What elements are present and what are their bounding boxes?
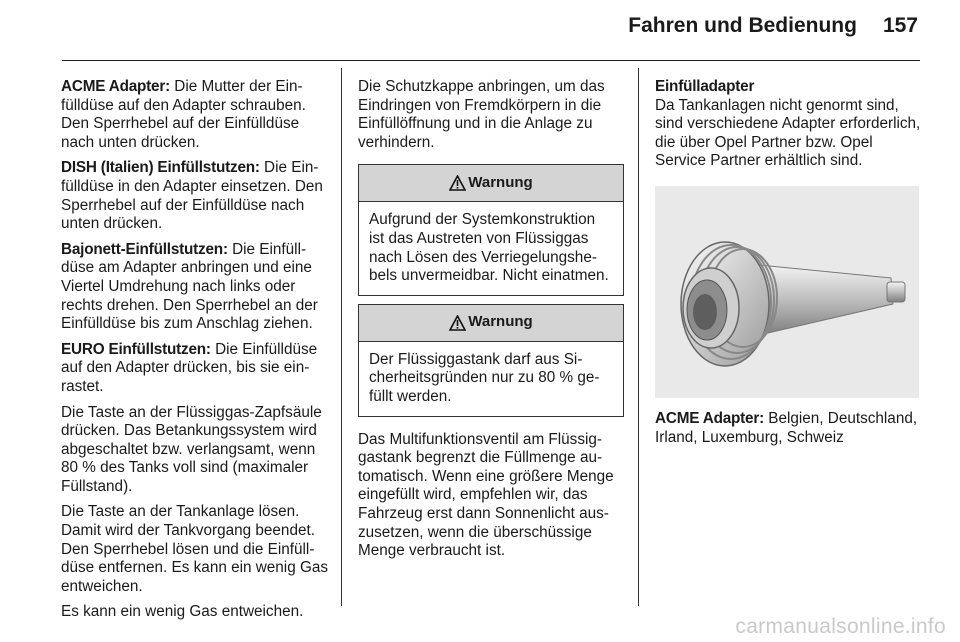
paragraph-bajonett <box>61 241 333 334</box>
paragraph-schutzkappe: Die Schutzkappe anbringen, um das Eindringen von Fremdkörpern in die Einfüllöffnung und in die Anlage zu verhindern. <box>358 78 605 151</box>
term-euro: EURO Einfüllstutzen: <box>61 340 211 358</box>
warning-header-2 <box>359 305 623 342</box>
adapter-illustration <box>655 186 919 398</box>
paragraph-taste: Die Taste an der Flüssiggas-Zapfsäule drücken. Das Betankungssystem wird abgeschaltet bzw. verlangsamt, wenn 80 % des Tanks voll sind (maximaler Füllstand). <box>61 403 322 495</box>
column-right <box>655 78 923 454</box>
acme-adapter-image <box>655 186 919 398</box>
warning-triangle-icon <box>449 315 466 331</box>
header-rule <box>62 60 920 61</box>
term-dish: DISH (Italien) Einfüllstutzen: <box>61 159 260 177</box>
warning-box-2 <box>358 304 624 417</box>
paragraph-loesen: Die Taste an der Tankanlage lösen. Damit wird der Tankvorgang beendet. Den Sperrhebel lösen und die Einfülldüse entfernen. Es kann ein wenig Gas entweichen. <box>61 503 329 595</box>
page-number: 157 <box>882 14 918 37</box>
warning-header-1 <box>359 165 623 202</box>
text-dish: Die Einfülldüse in den Adapter einsetzen. Den Sperrhebel auf der Einfülldüse nach unten drücken. <box>61 159 323 233</box>
section-title: Fahren und Bedienung <box>628 14 857 37</box>
paragraph-gas: Es kann ein wenig Gas entweichen. <box>61 603 304 621</box>
column-left <box>61 78 333 629</box>
caption-term: ACME Adapter: <box>655 409 765 427</box>
caption-text: Belgien, Deutschland, Irland, Luxemburg, Schweiz <box>655 409 918 446</box>
term-bajonett: Bajonett-Einfüllstutzen: <box>61 240 228 258</box>
column-divider-2 <box>638 68 639 606</box>
warning-body-2: Der Flüssiggastank darf aus Sicherheitsgründen nur zu 80 % gefüllt werden. <box>369 350 600 405</box>
figure-caption <box>655 410 923 447</box>
paragraph-adapter: Da Tankanlagen nicht genormt sind, sind verschiedene Adapter erforderlich, die über Opel Partner bzw. Opel Service Partner erhältlich sind. <box>655 96 921 170</box>
term-acme: ACME Adapter: <box>61 78 171 95</box>
paragraph-acme <box>61 78 333 152</box>
text-acme: Die Mutter der Einfülldüse auf den Adapter schrauben. Den Sperrhebel auf der Einfülldüse nach unten drücken. <box>61 78 306 151</box>
paragraph-euro <box>61 341 333 397</box>
heading-einfuelladapter: Einfülladapter <box>655 78 755 95</box>
warning-triangle-icon <box>449 175 466 191</box>
paragraph-multifunktionsventil: Das Multifunktionsventil am Flüssiggastank begrenzt die Füllmenge automatisch. Wenn eine größere Menge eingefüllt wird, empfehlen wir, das Fahrzeug erst dann Sonnenlicht auszusetzen, wenn die überschüssige Menge verbraucht ist. <box>358 430 614 560</box>
page-header <box>628 14 918 54</box>
warning-body-1: Aufgrund der Systemkonstruktion ist das Austreten von Flüssiggas nach Lösen des Verriegelungshebels unvermeidbar. Nicht einatmen. <box>369 211 609 285</box>
warning-title-2: Warnung <box>468 313 533 331</box>
warning-title-1: Warnung <box>468 174 533 192</box>
column-divider-1 <box>341 68 342 606</box>
paragraph-dish <box>61 159 333 233</box>
warning-box-1 <box>358 164 624 295</box>
watermark: carmanualsonline.info <box>735 615 946 638</box>
text-bajonett: Die Einfülldüse am Adapter anbringen und eine Viertel Umdrehung nach links oder rechts drehen. Den Sperrhebel an der Einfülldüse bis zum Anschlag ziehen. <box>61 240 318 333</box>
text-euro: Die Einfülldüse auf den Adapter drücken, bis sie einrastet. <box>61 340 318 395</box>
column-middle <box>358 78 624 568</box>
